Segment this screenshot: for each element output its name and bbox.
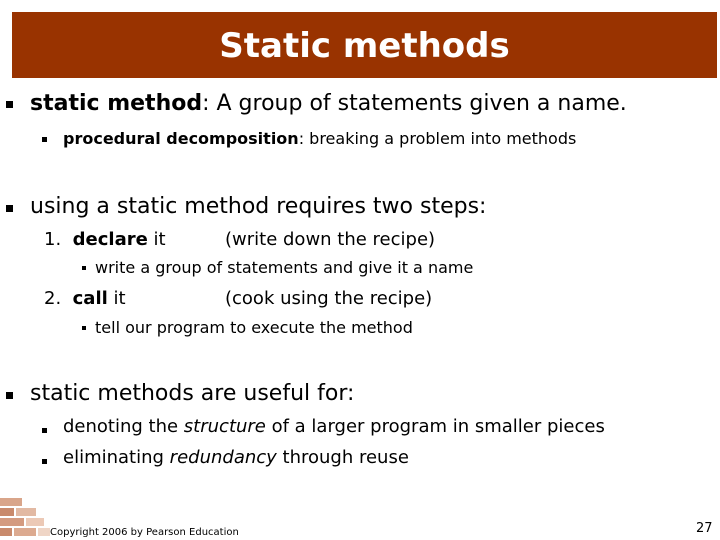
term-structure: structure xyxy=(183,416,266,437)
sub-bullet-marker xyxy=(82,326,86,330)
slide-title: Static methods xyxy=(219,26,510,66)
bullet-static-method xyxy=(30,91,627,116)
sub-bullet-marker xyxy=(82,266,86,270)
step-2 xyxy=(44,288,126,309)
step-1-note: (write down the recipe) xyxy=(225,229,436,250)
step-2-number: 2. xyxy=(44,288,62,309)
useful-redundancy xyxy=(63,447,409,468)
term-static-method: static method xyxy=(30,91,203,116)
brick-decoration xyxy=(0,494,50,540)
sub-bullet-marker xyxy=(42,428,47,433)
title-bar xyxy=(12,12,717,78)
useful-redundancy-pre: eliminating xyxy=(63,447,170,468)
copyright-footer: Copyright 2006 by Pearson Education xyxy=(50,527,239,538)
useful-structure-post: of a larger program in smaller pieces xyxy=(265,416,605,437)
bullet-marker xyxy=(6,205,13,212)
step-1 xyxy=(44,229,166,250)
step-2-it: it xyxy=(107,288,126,309)
step-1-detail: write a group of statements and give it a name xyxy=(95,258,474,277)
step-1-it: it xyxy=(147,229,166,250)
sub-bullet-marker xyxy=(42,459,47,464)
procedural-definition: : breaking a problem into methods xyxy=(298,129,577,148)
bullet-useful-for: static methods are useful for: xyxy=(30,381,355,406)
bullet-marker xyxy=(6,392,13,399)
step-2-detail: tell our program to execute the method xyxy=(95,318,413,337)
useful-redundancy-post: through reuse xyxy=(276,447,409,468)
term-redundancy: redundancy xyxy=(169,447,277,468)
sub-bullet-marker xyxy=(42,137,47,142)
page-number: 27 xyxy=(696,521,713,536)
useful-structure-pre: denoting the xyxy=(63,416,184,437)
bullet-marker xyxy=(6,101,13,108)
definition-text: : A group of statements given a name. xyxy=(202,91,627,116)
bullet-two-steps: using a static method requires two steps: xyxy=(30,194,487,219)
step-2-note: (cook using the recipe) xyxy=(225,288,433,309)
step-1-number: 1. xyxy=(44,229,62,250)
step-2-keyword: call xyxy=(72,288,108,309)
term-procedural-decomposition: procedural decomposition xyxy=(63,129,299,148)
sub-bullet-procedural xyxy=(63,129,576,148)
useful-structure xyxy=(63,416,605,437)
step-1-keyword: declare xyxy=(72,229,148,250)
